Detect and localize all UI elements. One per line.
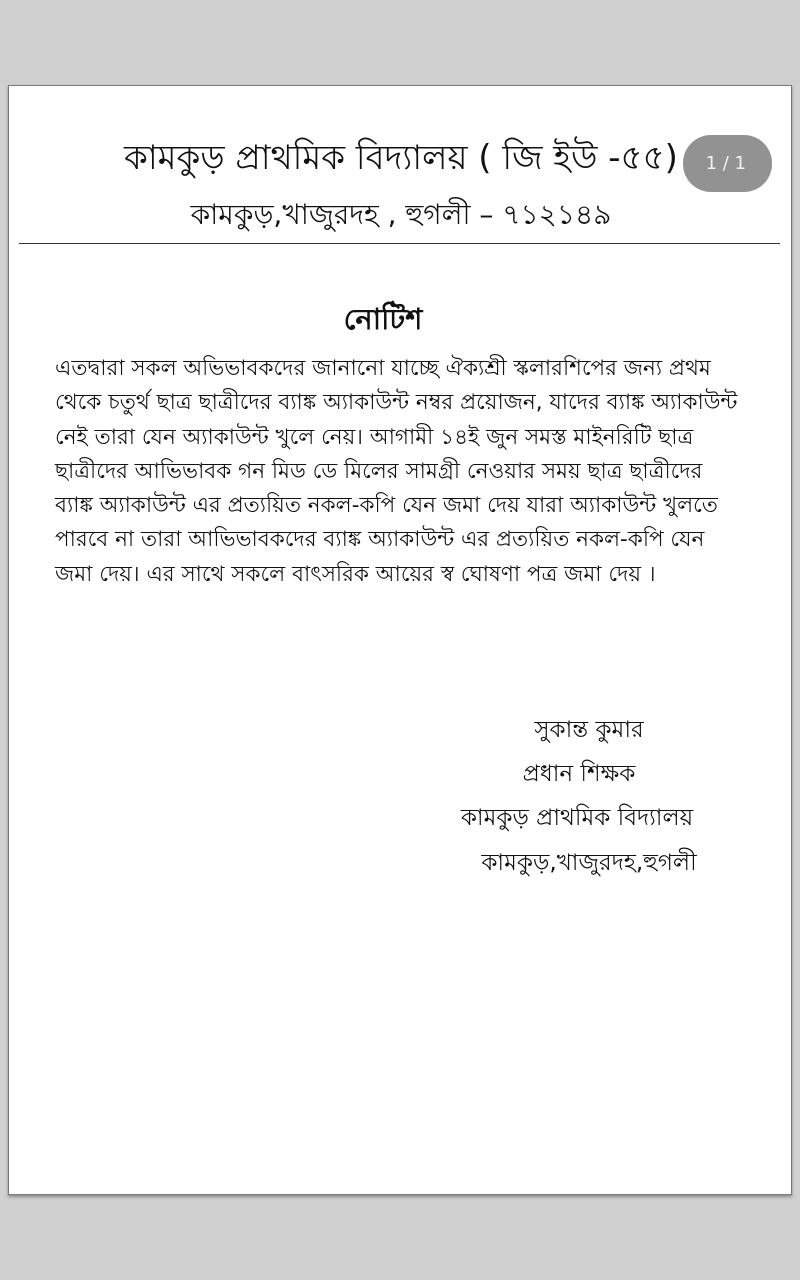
signatory-school: কামকুড় প্রাথমিক বিদ্যালয়: [460, 805, 694, 831]
notice-title: নোটিশ: [343, 302, 423, 336]
header-divider: [19, 243, 780, 244]
notice-body: এতদ্বারা সকল অভিভাবকদের জানানো যাচ্ছে ঐক্যশ্রী স্কলারশিপের জন্য প্রথম থেকে চতুর্থ ছাত্র ছাত্রীদের ব্যাঙ্ক অ্যাকাউন্ট নম্বর প্রয়োজন, যাদের ব্যাঙ্ক অ্যাকাউন্ট নেই তারা যেন অ্যাকাউন্ট খুলে নেয়। আগামী ১৪ই জুন সমস্ত মাইনরিটি ছাত্র ছাত্রীদের আভিভাবক গন মিড ডে মিলের সামগ্রী নেওয়ার সময় ছাত্র ছাত্রীদের ব্যাঙ্ক অ্যাকাউন্ট এর প্রত্যয়িত নকল-কপি যেন জমা দেয় যারা অ্যাকাউন্ট খুলতে পারবে না তারা আভিভাবকদের ব্যাঙ্ক অ্যাকাউন্ট এর প্রত্যয়িত নকল-কপি যেন জমা দেয়। এর সাথে সকলে বাৎসরিক আয়ের স্ব ঘোষণা পত্র জমা দেয় ।: [55, 356, 738, 587]
school-address: কামকুড়,খাজুরদহ , হুগলী – ৭১২১৪৯: [190, 198, 612, 231]
school-name-heading: কামকুড় প্রাথমিক বিদ্যালয় ( জি ইউ -৫৫): [124, 138, 678, 178]
page-number-indicator: 1 / 1: [683, 135, 772, 192]
signatory-designation: প্রধান শিক্ষক: [522, 761, 636, 787]
signatory-address: কামকুড়,খাজুরদহ,হুগলী: [481, 850, 697, 876]
signatory-name: সুকান্ত কুমার: [534, 717, 644, 743]
document-page: [8, 85, 792, 1195]
